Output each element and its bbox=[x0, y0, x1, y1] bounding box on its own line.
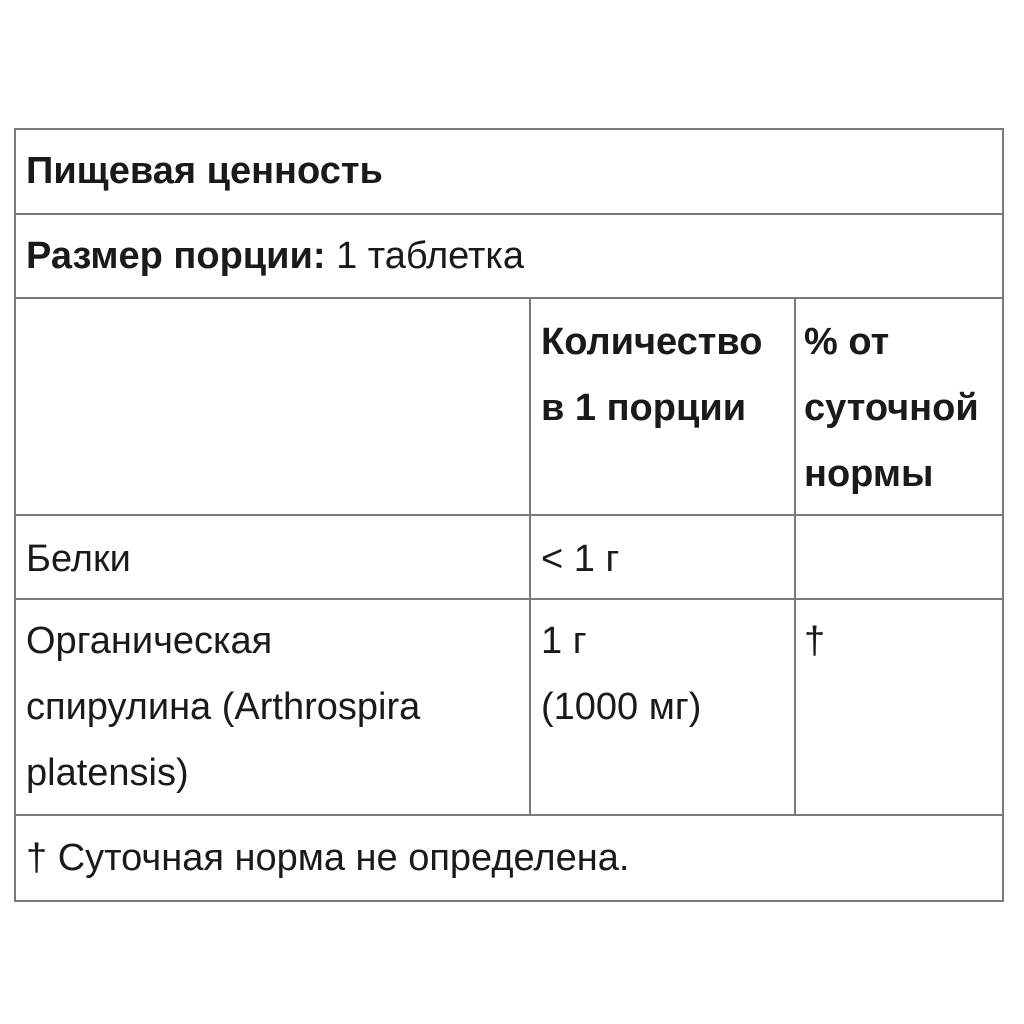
header-amount bbox=[531, 299, 796, 514]
header-dv-line: нормы bbox=[804, 453, 934, 495]
header-amount-line: Количество bbox=[541, 321, 763, 363]
header-empty-cell bbox=[16, 299, 531, 514]
title-row bbox=[16, 130, 1002, 215]
footnote: † Суточная норма не определена. bbox=[26, 836, 630, 879]
nutrient-name-line: спирулина (Arthrospira bbox=[26, 686, 421, 728]
header-dv-line: % от bbox=[804, 321, 890, 363]
nutrient-name-line: Белки bbox=[26, 538, 131, 580]
header-amount-line: в 1 порции bbox=[541, 387, 747, 429]
nutrient-daily-value: † bbox=[804, 620, 826, 662]
table-title: Пищевая ценность bbox=[26, 150, 383, 192]
serving-size-value: 1 таблетка bbox=[336, 234, 524, 277]
serving-size-row bbox=[16, 215, 1002, 299]
serving-size bbox=[16, 215, 534, 297]
header-dv-line: суточной bbox=[804, 387, 979, 429]
footnote-row bbox=[16, 816, 1002, 900]
header-daily-value bbox=[796, 299, 1002, 514]
column-header-row bbox=[16, 299, 1002, 516]
nutrient-name bbox=[16, 516, 531, 598]
nutrient-amount bbox=[531, 600, 796, 814]
table-row bbox=[16, 600, 1002, 816]
nutrient-daily-value bbox=[796, 516, 1002, 598]
nutrient-name-line: platensis) bbox=[26, 752, 189, 794]
nutrition-facts-table bbox=[14, 128, 1004, 902]
nutrient-amount-line: < 1 г bbox=[541, 538, 620, 580]
nutrient-amount bbox=[531, 516, 796, 598]
nutrient-amount-line: (1000 мг) bbox=[541, 686, 702, 728]
nutrient-name bbox=[16, 600, 531, 814]
serving-size-label: Размер порции: bbox=[26, 234, 326, 277]
nutrient-amount-line: 1 г bbox=[541, 620, 587, 662]
table-row bbox=[16, 516, 1002, 600]
nutrient-name-line: Органическая bbox=[26, 620, 273, 662]
